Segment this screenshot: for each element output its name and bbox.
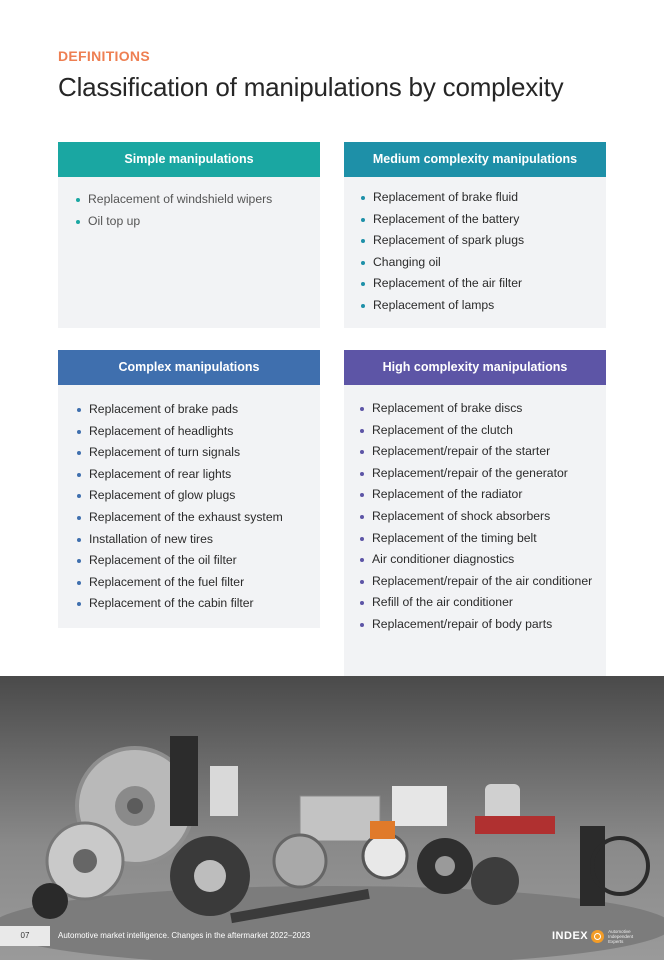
list-item-text: Replacement of turn signals — [89, 445, 241, 460]
list-item — [77, 529, 320, 551]
bullet-icon — [361, 261, 365, 265]
bullet-icon — [77, 581, 81, 585]
complex-manipulations-card — [58, 350, 320, 628]
item-list — [58, 177, 320, 232]
list-item — [360, 614, 606, 636]
list-item-text: Replacement of glow plugs — [89, 488, 236, 503]
card-title: High complexity manipulations — [344, 350, 606, 385]
list-item-text: Replacement of rear lights — [89, 466, 232, 481]
bullet-icon — [77, 559, 81, 563]
eyebrow-label: DEFINITIONS — [58, 48, 150, 64]
list-item — [361, 230, 606, 252]
logo-word: INDEX — [552, 930, 589, 942]
page-title: Classification of manipulations by complexity — [58, 72, 564, 102]
bullet-icon — [77, 516, 81, 520]
bullet-icon — [360, 601, 364, 605]
simple-manipulations-card — [58, 142, 320, 328]
list-item-text: Changing oil — [373, 254, 441, 269]
list-item — [77, 485, 320, 507]
bullet-icon — [77, 473, 81, 477]
bullet-icon — [360, 407, 364, 411]
bullet-icon — [360, 580, 364, 584]
list-item — [77, 507, 320, 529]
medium-manipulations-card — [344, 142, 606, 328]
high-manipulations-card — [344, 350, 606, 680]
bullet-icon — [360, 623, 364, 627]
list-item-text: Replacement of brake fluid — [373, 190, 518, 204]
item-list — [344, 177, 606, 317]
list-item-text: Replacement of the cabin filter — [89, 596, 254, 611]
bullet-icon — [360, 493, 364, 497]
list-item-text: Air conditioner diagnostics — [372, 552, 515, 567]
list-item-text: Replacement of brake discs — [372, 401, 523, 415]
bullet-icon — [360, 472, 364, 476]
list-item-text: Replacement of spark plugs — [373, 233, 525, 248]
list-item — [361, 273, 606, 295]
list-item-text: Replacement of the fuel filter — [89, 574, 245, 589]
bullet-icon — [77, 430, 81, 434]
card-title: Simple manipulations — [58, 142, 320, 177]
bullet-icon — [77, 602, 81, 606]
bullet-icon — [76, 220, 80, 224]
index-logo — [552, 926, 648, 946]
bullet-icon — [360, 515, 364, 519]
item-list — [58, 385, 320, 615]
bullet-icon — [76, 198, 80, 202]
list-item-text: Replacement of the exhaust system — [89, 509, 283, 524]
footer-text: Automotive market intelligence. Changes in the aftermarket 2022–2023 — [58, 931, 311, 940]
bullet-icon — [361, 196, 365, 200]
bullet-icon — [360, 558, 364, 562]
list-item — [77, 572, 320, 594]
list-item-text: Replacement of the battery — [373, 211, 520, 226]
list-item — [76, 189, 320, 211]
list-item-text: Replacement of headlights — [89, 423, 234, 438]
list-item-text: Replacement of brake pads — [89, 402, 239, 416]
bullet-icon — [361, 282, 365, 286]
card-title: Medium complexity manipulations — [344, 142, 606, 177]
list-item-text: Oil top up — [88, 213, 141, 228]
list-item — [361, 209, 606, 231]
list-item-text: Replacement/repair of the air conditioner — [372, 573, 593, 588]
bullet-icon — [77, 494, 81, 498]
list-item — [360, 420, 606, 442]
list-item — [360, 463, 606, 485]
bullet-icon — [360, 429, 364, 433]
list-item-text: Replacement of the timing belt — [372, 530, 537, 545]
bullet-icon — [361, 239, 365, 243]
car-parts-photo — [0, 676, 664, 960]
list-item-text: Replacement of the oil filter — [89, 553, 237, 568]
footer — [0, 926, 664, 946]
page-number: 07 — [0, 926, 50, 946]
bullet-icon — [360, 537, 364, 541]
list-item — [360, 441, 606, 463]
logo-subtitle: Automotive Independent Experts — [608, 928, 634, 944]
list-item-text: Replacement/repair of the generator — [372, 465, 568, 480]
bullet-icon — [360, 450, 364, 454]
list-item — [360, 506, 606, 528]
list-item — [77, 464, 320, 486]
list-item — [361, 295, 606, 317]
logo-circle-icon — [591, 930, 604, 943]
list-item — [76, 211, 320, 233]
list-item-text: Replacement of shock absorbers — [372, 508, 551, 523]
bullet-icon — [77, 451, 81, 455]
card-title: Complex manipulations — [58, 350, 320, 385]
bullet-icon — [77, 408, 81, 412]
list-item — [360, 484, 606, 506]
list-item — [360, 528, 606, 550]
item-list — [344, 385, 606, 636]
list-item-text: Replacement of the radiator — [372, 487, 523, 502]
list-item — [360, 549, 606, 571]
list-item — [361, 187, 606, 209]
list-item — [77, 442, 320, 464]
list-item-text: Refill of the air conditioner — [372, 595, 513, 610]
list-item — [77, 421, 320, 443]
bullet-icon — [77, 538, 81, 542]
list-item — [77, 550, 320, 572]
list-item — [360, 592, 606, 614]
list-item-text: Replacement of the air filter — [373, 276, 523, 291]
car-parts-illustration — [0, 676, 664, 960]
list-item — [361, 252, 606, 274]
list-item-text: Installation of new tires — [89, 531, 213, 546]
list-item-text: Replacement/repair of body parts — [372, 616, 553, 631]
bullet-icon — [361, 218, 365, 222]
list-item-text: Replacement/repair of the starter — [372, 444, 551, 459]
bullet-icon — [361, 304, 365, 308]
list-item — [77, 593, 320, 615]
list-item-text: Replacement of lamps — [373, 297, 495, 312]
list-item-text: Replacement of the clutch — [372, 422, 513, 437]
list-item-text: Replacement of windshield wipers — [88, 192, 273, 206]
list-item — [360, 571, 606, 593]
list-item — [360, 398, 606, 420]
list-item — [77, 399, 320, 421]
